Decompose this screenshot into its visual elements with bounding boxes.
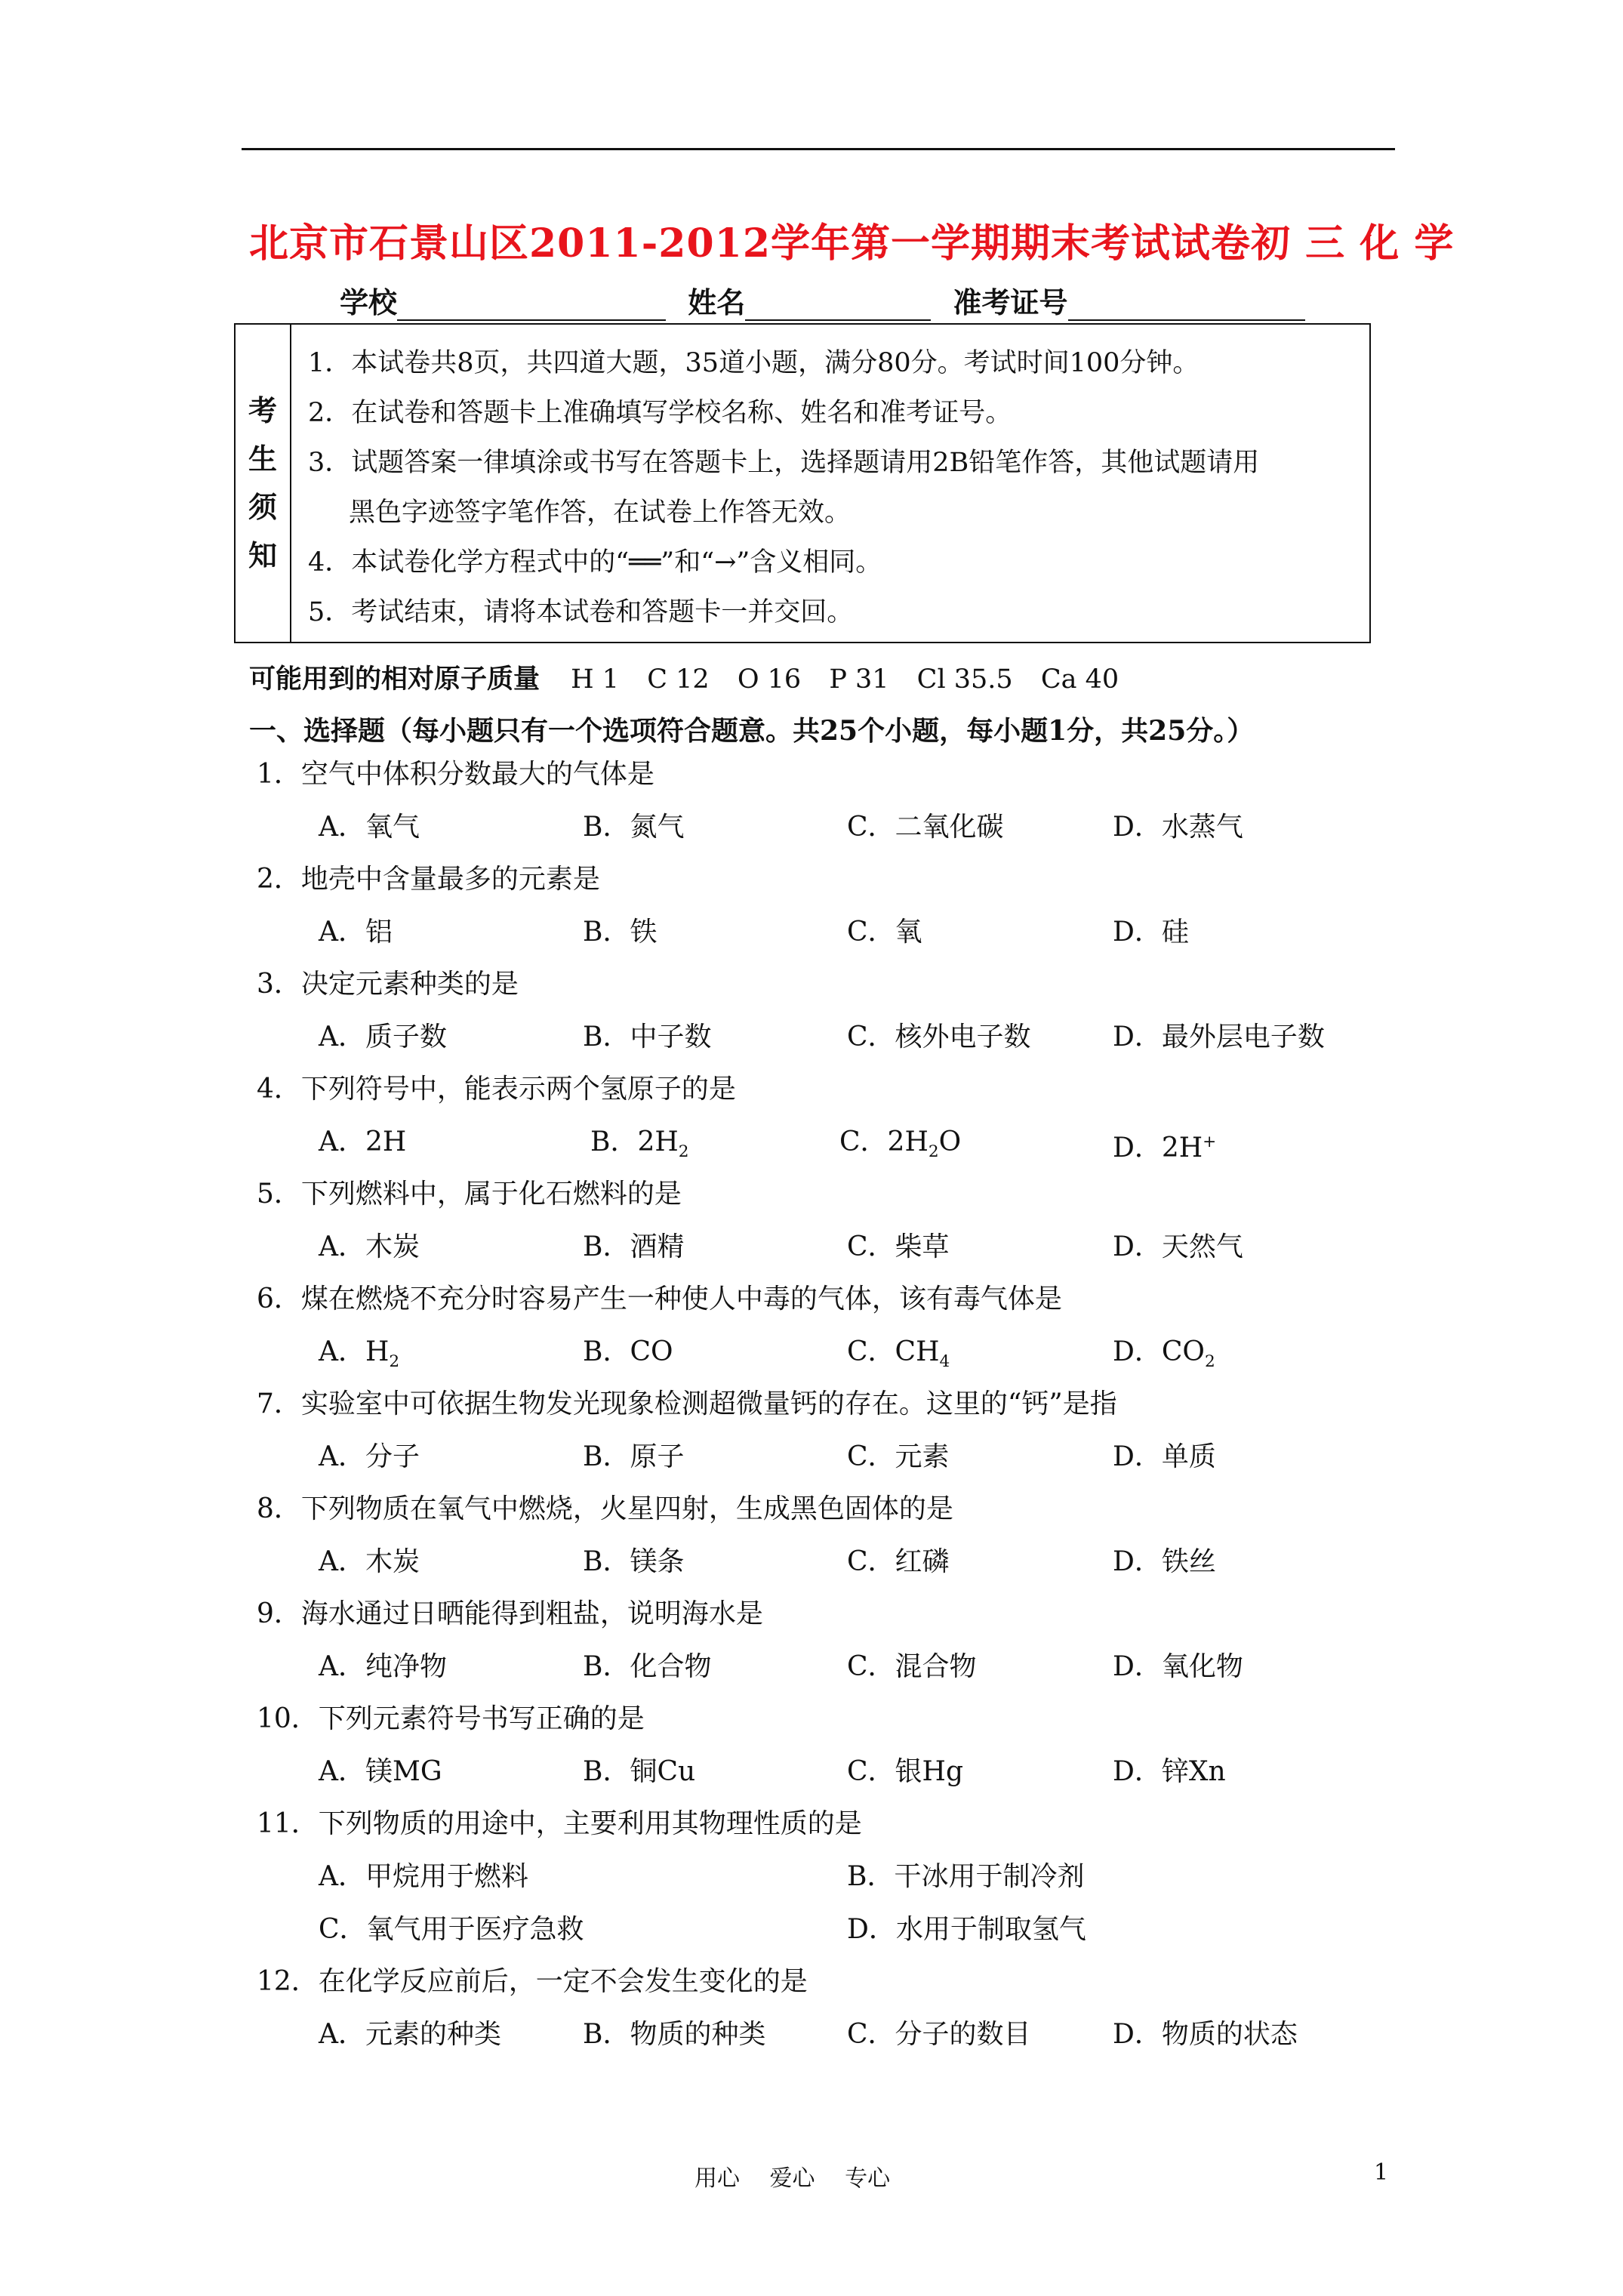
atomic-mass-value: C 12 <box>647 664 710 695</box>
question-item <box>249 1282 1397 1387</box>
option[interactable]: C．柴草 <box>847 1231 950 1262</box>
option[interactable]: B．氮气 <box>583 812 685 843</box>
option[interactable]: D．最外层电子数 <box>1113 1022 1325 1052</box>
option[interactable]: B．CO <box>583 1336 673 1367</box>
atomic-mass-value: Cl 35.5 <box>916 664 1013 695</box>
option[interactable]: D．锌Xn <box>1113 1756 1226 1787</box>
candidate-fields <box>340 279 1317 321</box>
name-blank[interactable] <box>745 292 931 321</box>
option[interactable]: C．混合物 <box>847 1651 977 1682</box>
atomic-mass-value: P 31 <box>829 664 889 695</box>
option[interactable]: A．2H <box>319 1126 407 1157</box>
school-label: 学校 <box>340 285 398 319</box>
atomic-mass-line <box>249 658 1138 696</box>
option[interactable]: D．水用于制取氢气 <box>847 1914 1086 1945</box>
question-item <box>249 1965 1397 2069</box>
top-rule <box>242 148 1395 150</box>
notice-items <box>308 338 1362 637</box>
atomic-mass-label: 可能用到的相对原子质量 <box>249 664 540 695</box>
option[interactable]: A．分子 <box>319 1441 420 1472</box>
option[interactable]: C．二氧化碳 <box>847 812 1004 843</box>
notice-item: 1．本试卷共8页，共四道大题，35道小题，满分80分。考试时间100分钟。 <box>308 348 1200 378</box>
option[interactable]: B．干冰用于制冷剂 <box>847 1861 1085 1892</box>
question-stem: 1．空气中体积分数最大的气体是 <box>257 759 654 790</box>
option[interactable]: A．元素的种类 <box>319 2019 501 2050</box>
question-stem: 12．在化学反应前后，一定不会发生变化的是 <box>257 1966 808 1997</box>
option[interactable]: A．镁MG <box>319 1756 442 1787</box>
atomic-mass-value: Ca 40 <box>1040 664 1119 695</box>
option[interactable]: C．分子的数目 <box>847 2019 1031 2050</box>
option[interactable]: C．银Hg <box>847 1756 963 1787</box>
option[interactable]: C．核外电子数 <box>847 1022 1031 1052</box>
option[interactable]: D．水蒸气 <box>1113 812 1243 843</box>
option[interactable]: A．铝 <box>319 917 393 948</box>
question-item <box>249 1177 1397 1282</box>
question-stem: 10．下列元素符号书写正确的是 <box>257 1703 645 1734</box>
question-item <box>249 1387 1397 1492</box>
option[interactable]: A．木炭 <box>319 1231 420 1262</box>
option[interactable]: C．元素 <box>847 1441 950 1472</box>
question-item <box>249 757 1397 862</box>
option[interactable]: B．化合物 <box>583 1651 712 1682</box>
question-item <box>249 1702 1397 1807</box>
option[interactable]: B．酒精 <box>583 1231 685 1262</box>
question-stem: 4．下列符号中，能表示两个氢原子的是 <box>257 1074 736 1105</box>
option[interactable]: A．质子数 <box>319 1022 447 1052</box>
option[interactable]: D．2H+ <box>1113 1133 1217 1163</box>
option[interactable]: D．铁丝 <box>1113 1546 1216 1577</box>
id-label: 准考证号 <box>953 285 1068 319</box>
question-list <box>249 757 1397 2069</box>
option[interactable]: A．木炭 <box>319 1546 420 1577</box>
atomic-mass-value: O 16 <box>737 664 802 695</box>
footer-motto: 用心 爱心 专心 <box>694 2165 891 2192</box>
option[interactable]: D．硅 <box>1113 917 1189 948</box>
question-item <box>249 1072 1397 1177</box>
candidate-notice-box <box>234 323 1371 643</box>
atomic-mass-value: H 1 <box>571 664 620 695</box>
id-blank[interactable] <box>1068 292 1305 321</box>
name-label: 姓名 <box>688 285 746 319</box>
page-number: 1 <box>1374 2159 1389 2186</box>
option[interactable]: D．单质 <box>1113 1441 1216 1472</box>
option[interactable]: D．物质的状态 <box>1113 2019 1298 2050</box>
option[interactable]: B．铜Cu <box>583 1756 696 1787</box>
option[interactable]: D．天然气 <box>1113 1231 1243 1262</box>
option[interactable]: B．铁 <box>583 917 658 948</box>
option[interactable]: A．甲烷用于燃料 <box>319 1861 528 1892</box>
school-blank[interactable] <box>397 292 666 321</box>
option[interactable]: A．$H_2$ <box>319 1336 400 1372</box>
option[interactable]: D．$CO_2$ <box>1113 1336 1215 1372</box>
notice-item: 4．本试卷化学方程式中的“══”和“→”含义相同。 <box>308 547 882 578</box>
question-item <box>249 1807 1397 1965</box>
section-heading: 一、选择题（每小题只有一个选项符合题意。共25个小题，每小题1分，共25分。） <box>249 715 1255 747</box>
option[interactable]: A．纯净物 <box>319 1651 447 1682</box>
question-stem: 7．实验室中可依据生物发光现象检测超微量钙的存在。这里的“钙”是指 <box>257 1388 1117 1419</box>
question-item <box>249 1597 1397 1702</box>
question-item <box>249 967 1397 1072</box>
option[interactable]: C．红磷 <box>847 1546 950 1577</box>
option[interactable]: C．氧气用于医疗急救 <box>319 1914 584 1945</box>
question-stem: 9．海水通过日晒能得到粗盐，说明海水是 <box>257 1598 763 1629</box>
option[interactable]: D．氧化物 <box>1113 1651 1243 1682</box>
option[interactable]: B．镁条 <box>583 1546 685 1577</box>
option[interactable]: B．$2H_2$ <box>590 1126 689 1162</box>
option[interactable]: B．原子 <box>583 1441 685 1472</box>
question-stem: 11．下列物质的用途中，主要利用其物理性质的是 <box>257 1808 862 1839</box>
option[interactable]: A．氧气 <box>319 812 420 843</box>
question-stem: 3．决定元素种类的是 <box>257 969 519 1000</box>
option[interactable]: B．中子数 <box>583 1022 712 1052</box>
question-stem: 6．煤在燃烧不充分时容易产生一种使人中毒的气体，该有毒气体是 <box>257 1284 1062 1314</box>
notice-item: 2．在试卷和答题卡上准确填写学校名称、姓名和准考证号。 <box>308 398 1012 428</box>
question-stem: 5．下列燃料中，属于化石燃料的是 <box>257 1179 682 1210</box>
notice-side-label: 考 生 须 知 <box>236 325 291 642</box>
option[interactable]: C．氧 <box>847 917 922 948</box>
notice-item: 黑色字迹签字笔作答，在试卷上作答无效。 <box>349 498 852 528</box>
notice-item: 3．试题答案一律填涂或书写在答题卡上，选择题请用2B铅笔作答，其他试题请用 <box>308 448 1260 478</box>
question-stem: 2．地壳中含量最多的元素是 <box>257 864 600 895</box>
question-item <box>249 1492 1397 1597</box>
option[interactable]: C．$2H_2O$ <box>839 1126 962 1162</box>
option[interactable]: B．物质的种类 <box>583 2019 766 2050</box>
option[interactable]: C．$CH_4$ <box>847 1336 950 1372</box>
question-stem: 8．下列物质在氧气中燃烧，火星四射，生成黑色固体的是 <box>257 1493 953 1524</box>
notice-item: 5．考试结束，请将本试卷和答题卡一并交回。 <box>308 597 854 627</box>
page-title: 北京市石景山区2011-2012学年第一学期期末考试试卷初 三 化 学 <box>249 220 1455 267</box>
question-item <box>249 862 1397 967</box>
